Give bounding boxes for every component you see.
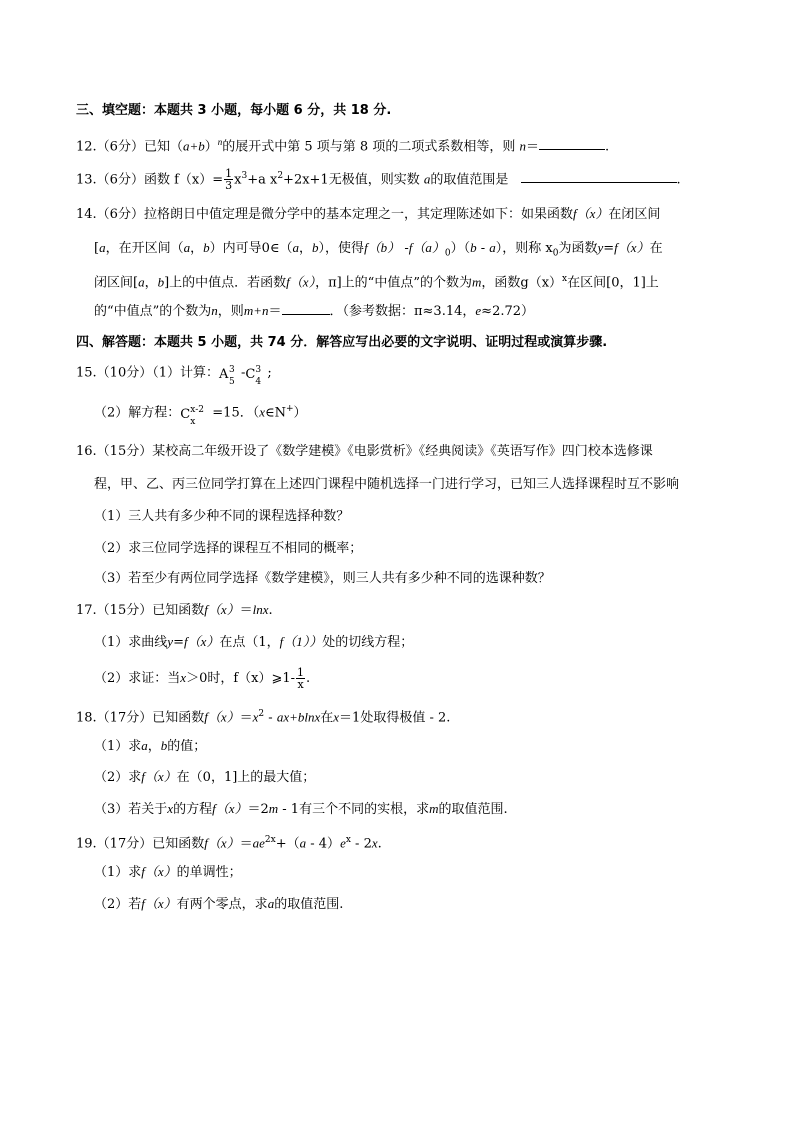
q14-l2p: 0 — [444, 248, 451, 259]
q14-l4e: ＝ — [268, 304, 282, 319]
q18-s1a: （1）求 — [94, 739, 142, 754]
q18-rest: ＝1处取得极值 - 2. — [339, 710, 451, 726]
q19-s2b: f（x） — [141, 896, 177, 911]
q15-C-up: 3 — [255, 365, 262, 375]
q13-pow3: 3 — [241, 171, 248, 181]
q14-l4f: ．（参考数据：π≈3.14， — [329, 304, 476, 319]
q13-pow2: 2 — [277, 171, 284, 181]
q14-l3b: a — [138, 274, 145, 290]
section-3-header: 三、填空题：本题共 3 小题，每小题 6 分，共 18 分. — [76, 103, 392, 118]
q18-s3g: - 1有三个不同的实根，求 — [278, 802, 430, 817]
q19-period: . — [377, 836, 382, 852]
q13-period: . — [676, 172, 681, 188]
q14-l3i: ，函数 — [481, 275, 521, 291]
q14-l3a: 闭区间[ — [94, 275, 139, 291]
q19-minus2: - 2 — [350, 836, 372, 852]
question-17-sub-1 — [94, 633, 413, 652]
q18-x: x — [252, 709, 259, 725]
q15-combination — [245, 364, 267, 387]
q13-a: a — [423, 171, 431, 187]
q15-x: x — [259, 404, 265, 420]
q15-C2-up: x-2 — [190, 404, 204, 415]
q19-minus4: - 4） — [306, 836, 341, 852]
q18-s3b: x — [167, 801, 174, 816]
question-15-part-1 — [76, 364, 272, 387]
q15-C2: C — [180, 406, 191, 422]
q17-period: . — [268, 603, 273, 618]
q15-C-low: 4 — [255, 377, 262, 387]
question-16-line-2: 程，甲、乙、丙三位同学打算在上述四门课程中随机选择一门进行学习，已知三人选择课程时互不影响 — [94, 477, 680, 492]
q14-l2w: 为函数 — [558, 241, 598, 256]
question-14-line-4 — [94, 302, 534, 321]
q19-s1c: 的单调性； — [176, 865, 242, 880]
q12-n: n — [519, 138, 526, 154]
q19-pow-x: x — [345, 835, 351, 845]
q19-eq: ＝ — [239, 836, 253, 852]
q14-l4a: 的“中值点”的个数为 — [94, 304, 212, 319]
question-18-sub-1 — [94, 737, 206, 756]
q14-l2i: a — [292, 240, 300, 255]
q19-s1b: f（x） — [141, 864, 177, 879]
q19-pow: 2x — [264, 835, 276, 845]
q14-l3c: ， — [144, 275, 158, 291]
q14-l2u: ），则称 x — [495, 241, 553, 256]
q17-s1g: 处的切线方程； — [322, 635, 414, 650]
q15-semicolon: ; — [267, 365, 272, 381]
q18-terms: ax+blnx — [276, 709, 321, 725]
question-14-line-2 — [94, 239, 663, 263]
q15-A-low: 5 — [229, 377, 235, 387]
question-18 — [76, 705, 450, 727]
q17-eq: ＝ — [239, 603, 253, 618]
question-13 — [76, 167, 681, 191]
q18-pow: 2 — [258, 709, 265, 719]
q18-s3c: 的方程 — [173, 802, 213, 817]
q15-C: C — [245, 367, 256, 382]
q15-combination-2 — [180, 404, 212, 427]
q14-l3d: b — [157, 274, 165, 290]
q14-l2z: f（x） — [614, 240, 650, 255]
q14-l2m: f（b） — [364, 240, 401, 255]
section-4-header: 四、解答题：本题共 5 小题，共 74 分．解答应写出必要的文字说明、证明过程或演算步骤. — [76, 335, 608, 350]
q14-l2h: 0∈（ — [261, 241, 293, 256]
q17-s1e: 在点（1， — [219, 635, 280, 650]
q19-s1a: （1）求 — [94, 865, 142, 880]
q13-term2: +a x — [247, 172, 278, 188]
q13-answer-blank[interactable] — [521, 170, 677, 183]
q18-s2b: f（x） — [141, 769, 177, 784]
q13-frac-den: 3 — [225, 179, 233, 193]
q14-l2t: a — [489, 240, 496, 255]
q15-A: A — [219, 367, 229, 382]
q17-s2a: （2）求证：当 — [94, 671, 181, 686]
q14-l2o: f（a） — [408, 240, 445, 255]
q15-text-3: =15．（ — [212, 405, 260, 421]
q19-s2a: （2）若 — [94, 897, 142, 912]
question-14-line-1 — [76, 205, 660, 224]
q17-frac-num: 1 — [297, 666, 305, 679]
q14-l2b: a — [99, 240, 106, 255]
q18-s1d: b — [160, 738, 168, 753]
q18-minus: - — [264, 710, 277, 726]
q14-l2c: ，在开区间（ — [105, 241, 184, 256]
q14-l2g: ）内可导 — [209, 241, 262, 256]
q14-l2x: y — [597, 240, 604, 255]
q13-frac-num: 1 — [225, 167, 233, 181]
question-12 — [76, 133, 609, 156]
q18-s3e: ＝2 — [247, 802, 269, 817]
question-19-sub-2 — [94, 895, 343, 914]
q14-l2a: [ — [94, 241, 100, 256]
q14-text-b: 在闭区间 — [608, 207, 661, 222]
question-19 — [76, 831, 382, 853]
q17-s1d: f（x） — [183, 634, 220, 649]
q18-at: 在 — [320, 710, 334, 726]
q14-l3j: g（x） — [520, 275, 563, 291]
q13-text: 13.（6分）函数 — [76, 172, 175, 188]
q18-s3f: m — [268, 801, 279, 816]
q18-s1c: ， — [147, 739, 161, 754]
question-16-sub-2: （2）求三位同学选择的课程互不相同的概率； — [94, 541, 363, 556]
q19-s2e: 的取值范围. — [274, 897, 344, 912]
q14-l2n: - — [400, 241, 409, 256]
q17-s2b: x — [180, 670, 187, 685]
q18-s3a: （3）若关于 — [94, 802, 168, 817]
q13-fx: f（x）= — [174, 172, 224, 188]
q15-minus: - — [241, 365, 246, 381]
q15-set: ∈N — [265, 405, 286, 421]
question-18-sub-2 — [94, 768, 315, 787]
q14-l3f: f（x） — [286, 274, 316, 290]
q15-arrangement — [219, 364, 241, 387]
q17-s2d: f（x）⩾1- — [233, 671, 296, 686]
q14-l2k: b — [312, 240, 319, 255]
q14-l4c: ，则 — [217, 304, 244, 319]
q17-s1b: y — [167, 634, 174, 649]
q19-a: a — [299, 835, 307, 851]
q19-fx: f（x） — [204, 835, 240, 851]
q13-term3: +2x+1 — [283, 172, 329, 188]
q14-l4b: n — [211, 303, 218, 318]
q14-l2s: - — [476, 241, 490, 256]
q18-fx: f（x） — [204, 709, 240, 725]
q18-s3i: 的取值范围. — [438, 802, 508, 817]
q19-ae: ae — [252, 835, 265, 851]
q18-x2: x — [333, 709, 340, 725]
q12-equals: ＝ — [525, 139, 539, 155]
q14-l3k: x — [562, 274, 568, 284]
q17-lnx: lnx — [252, 602, 269, 617]
q15-plus: + — [286, 404, 294, 414]
question-18-sub-3 — [94, 800, 508, 819]
q18-s3h: m — [429, 801, 439, 816]
q17-text: 17.（15分）已知函数 — [76, 603, 205, 618]
q19-e: e — [340, 835, 346, 851]
q18-text: 18.（17分）已知函数 — [76, 710, 205, 726]
q17-s2e: . — [306, 671, 311, 686]
q14-l2l: ），使得 — [318, 241, 365, 256]
q17-fx: f（x） — [204, 602, 240, 617]
q14-l2y: = — [603, 241, 615, 256]
q14-l2end: 在 — [649, 241, 663, 256]
q12-period: . — [604, 139, 610, 155]
q12-text: 12.（6分）已知（ — [76, 139, 183, 155]
q14-text: 14.（6分）拉格朗日中值定理是微分学中的基本定理之一，其定理陈述如下：如果函数 — [76, 207, 573, 222]
q13-fraction — [224, 168, 233, 191]
q18-eq: ＝ — [239, 710, 253, 726]
q17-frac-den: x — [297, 678, 304, 691]
q17-s2c: ＞0时， — [186, 671, 234, 686]
q14-l3g: ，π]上的“中值点”的个数为 — [315, 275, 472, 291]
question-16-line-1: 16.（15分）某校高二年级开设了《数学建模》《电影赏析》《经典阅读》《英语写作》四门校本选修课 — [76, 444, 653, 459]
q14-l3l: 在区间[0，1]上 — [567, 275, 659, 291]
q18-s2a: （2）求 — [94, 770, 142, 785]
q14-l2f: b — [203, 240, 210, 255]
q14-l4h: ≈2.72） — [481, 304, 535, 319]
q18-s1b: a — [141, 738, 148, 753]
q14-l2e: ， — [190, 241, 204, 256]
question-16-sub-1: （1）三人共有多少种不同的课程选择种数？ — [94, 509, 350, 524]
q19-text: 19.（17分）已知函数 — [76, 836, 205, 852]
q19-x: x — [371, 835, 378, 851]
question-17-sub-2 — [94, 667, 310, 690]
q14-l2q: ）（ — [450, 241, 471, 256]
q19-s2c: 有两个零点，求 — [176, 897, 268, 912]
q15-text: 15.（10分）（1）计算： — [76, 365, 219, 381]
question-14-line-3 — [94, 270, 659, 292]
q13-text-3: 的取值范围是 — [430, 172, 509, 188]
q15-close: ） — [293, 405, 307, 421]
q13-x: x — [234, 172, 242, 188]
q19-plus: +（ — [275, 836, 300, 852]
q13-text-2: 无极值，则实数 — [328, 172, 424, 188]
q14-l4g: e — [475, 303, 482, 318]
q15-C2-low: x — [190, 416, 196, 427]
q14-l2d: a — [183, 240, 191, 255]
question-16-sub-3: （3）若至少有两位同学选择《数学建模》，则三人共有多少种不同的选课种数？ — [94, 571, 551, 586]
q17-s1f: f（1）） — [279, 634, 323, 649]
q15-A-up: 3 — [229, 365, 235, 375]
q15-text-2: （2）解方程： — [94, 405, 181, 421]
question-17 — [76, 601, 273, 620]
q12-answer-blank[interactable] — [539, 137, 605, 150]
q18-s3d: f（x） — [212, 801, 248, 816]
q14-l2j: ， — [299, 241, 313, 256]
q17-fraction — [296, 667, 305, 690]
q12-text-2: 的展开式中第 5 项与第 8 项的二项式系数相等，则 — [222, 139, 520, 155]
q19-s2d: a — [267, 896, 275, 911]
question-19-sub-1 — [94, 863, 242, 882]
q12-ab: a+b — [182, 138, 205, 154]
q18-s2c: 在（0，1]上的最大值； — [176, 770, 316, 785]
question-15-part-2 — [94, 400, 307, 427]
q14-l3e: ]上的中值点．若函数 — [164, 275, 287, 291]
q14-l2r: b — [470, 240, 477, 255]
q14-l2v: 0 — [552, 248, 559, 259]
q12-paren: ） — [204, 139, 218, 155]
q12-exponent: n — [217, 137, 223, 147]
q14-fx: f（x） — [572, 206, 609, 221]
q17-s1c: = — [173, 635, 184, 650]
q14-l3h: m — [471, 274, 482, 290]
q14-l4d: m+n — [243, 303, 269, 318]
q18-s1e: 的值； — [167, 739, 207, 754]
q17-s1a: （1）求曲线 — [94, 635, 168, 650]
q14-answer-blank[interactable] — [282, 302, 330, 315]
